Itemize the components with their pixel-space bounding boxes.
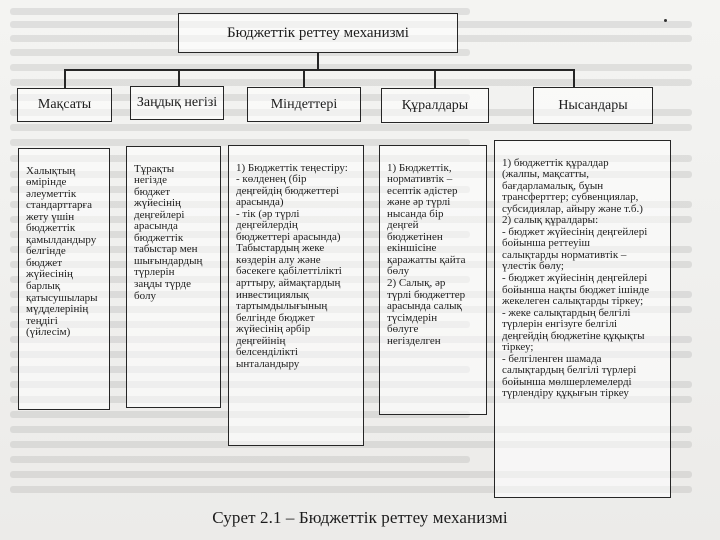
category-box-zandyk-negizi — [130, 86, 224, 120]
description-box-nysandary — [494, 140, 671, 498]
description-text-nysandary: 1) бюджеттік құралдар (жалпы, мақсатты, бағдарламалық, бұын трансферттер; субвенциялар, субсидиялар, айыру және т.б.) 2) салық құралдары: - бюджет жүйесінің деңгейлері бойынша реттеуіш салықтарды нормативтік – үлестік бөлу; - бюджет жүйесінің деңгейлері бойынша нақты бюджет ішінде жекелеген салықтарды тіркеу; - жеке салықтардың белгілі түрлерін енгізуге белгілі деңгейдің бюджетіне құқықты тіркеу; - белгіленген шамада салықтардың белгілі түрлері бойынша мөлшерлемелерді түрлендіру құқығын тіркеу — [502, 156, 650, 400]
description-box-zandyk-negizi — [126, 146, 221, 408]
category-label-mindetteri: Міндеттері — [270, 96, 338, 112]
description-box-maksaty — [18, 148, 110, 410]
category-label-maksaty: Мақсаты — [37, 97, 92, 113]
diagram-title: Бюджеттік реттеу механизмі — [227, 24, 409, 41]
diagram-title-box — [178, 13, 458, 53]
connector-zandyk-negizi — [178, 69, 180, 86]
connector-mindetteri — [303, 69, 305, 87]
category-box-mindetteri — [247, 87, 361, 122]
connector-maksaty — [64, 69, 66, 88]
category-label-zandyk-negizi: Заңдық негізі — [136, 95, 218, 111]
description-box-mindetteri — [228, 145, 364, 446]
connector-horizontal — [64, 69, 574, 71]
description-box-kuraldary — [379, 145, 487, 415]
description-text-zandyk-negizi: Тұрақты негізде бюджет жүйесінің деңгейлері арасында бюджеттік табыстар мен шығындардың түрлерін заңды түрде болу — [134, 162, 203, 302]
category-label-kuraldary: Құралдары — [401, 97, 469, 113]
connector-nysandary — [573, 69, 575, 87]
category-label-nysandary: Нысандары — [558, 97, 628, 113]
connector-root — [317, 53, 319, 69]
figure-caption: Сурет 2.1 – Бюджеттік реттеу механизмі — [212, 508, 508, 527]
category-box-nysandary — [533, 87, 653, 124]
category-box-maksaty — [17, 88, 112, 122]
category-box-kuraldary — [381, 88, 489, 123]
background-text-line — [10, 79, 692, 86]
description-text-maksaty: Халықтың өмірінде әлеуметтік стандарттарға жету үшін бюджеттік қамылдандыру белгінде бюджет жүйесінің барлық қатысушылары мүдделерінің теңдігі (үйлесім) — [26, 164, 98, 339]
description-text-mindetteri: 1) Бюджеттік теңестіру: - көлденең (бір деңгейдің бюджеттері арасында) - тік (әр түрлі деңгейлердің бюджеттері арасында) Табыстардың жеке көздерін алу және бәсекеге қабілеттілікті арттыру, аймақтардың инвестициялық тартымдылығының белгінде бюджет жүйесінің әрбір деңгейінің белсенділікті ынталандыру — [236, 161, 348, 370]
background-text-line — [10, 456, 470, 463]
connector-kuraldary — [434, 69, 436, 88]
background-text-line — [10, 124, 692, 131]
description-text-kuraldary: 1) Бюджеттік, нормативтік – есептік әдістер және әр түрлі нысанда бір деңгей бюджетінен екіншісіне қаражатты қайта бөлу 2) Салық, әр түрлі бюджеттер арасында салық түсімдерін бөлуге негізделген — [387, 161, 466, 347]
scan-dot — [664, 19, 667, 22]
